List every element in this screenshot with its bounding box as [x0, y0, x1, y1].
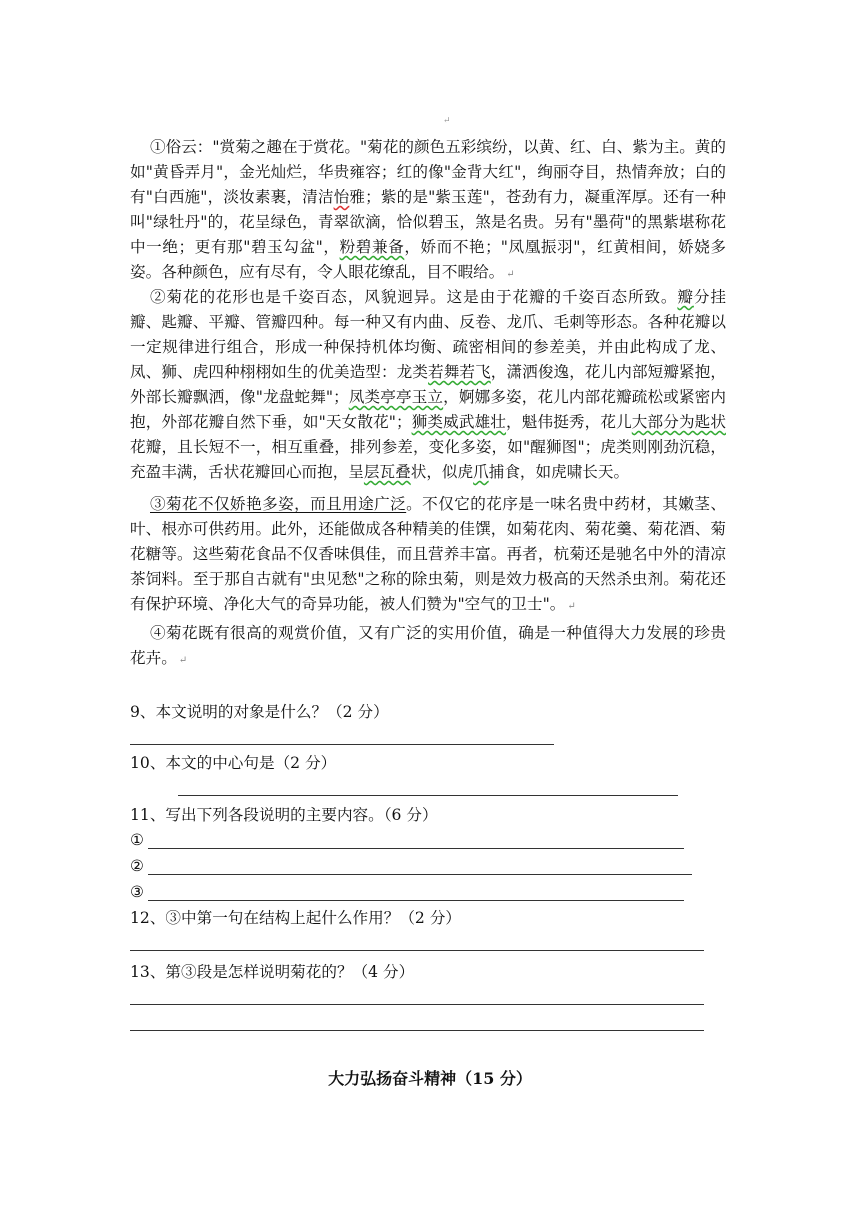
answer-line-9[interactable] — [130, 744, 554, 745]
return-mark: ↵ — [178, 655, 188, 666]
passage-paragraph-3: ③菊花不仅娇艳多姿，而且用途广泛。不仅它的花序是一味名贵中药材，其嫩茎、叶、根亦可供药用。此外，还能做成各种精美的佳馔，如菊花肉、菊花羹、菊花酒、菊花糖等。这些菊花食品不仅香味俱佳，而且营养丰富。再者，杭菊还是驰名中外的清凉茶饲料。至于那自古就有"虫见愁"之称的除虫菊，则是效力极高的天然杀虫剂。菊花还有保护环境、净化大气的奇异功能，被人们赞为"空气的卫士"。 ↵ — [130, 495, 726, 613]
question-13: 13、第③段是怎样说明菊花的？（4 分） — [130, 963, 415, 981]
passage-paragraph-4: ④菊花既有很高的观赏价值，又有广泛的实用价值，确是一种值得大力发展的珍贵花卉。 ↵ — [130, 624, 726, 667]
question-12: 12、③中第一句在结构上起什么作用？（2 分） — [130, 909, 462, 927]
question-9: 9、本文说明的对象是什么？（2 分） — [130, 703, 389, 721]
paragraph-mark: ↵ — [443, 116, 451, 126]
question-11: 11、写出下列各段说明的主要内容。（6 分） — [130, 806, 438, 824]
answer-line-10[interactable] — [178, 795, 678, 796]
question-10: 10、本文的中心句是（2 分） — [130, 754, 337, 772]
q11-item-2-label: ② — [130, 857, 144, 875]
passage-paragraph-1: ①俗云："赏菊之趣在于赏花。"菊花的颜色五彩缤纷，以黄、红、白、紫为主。黄的如"黄昏弄月"，金光灿烂，华贵雍容；红的像"金背大红"，绚丽夺目，热情奔放；白的有"白西施"，淡妆素裹，清洁怡雅；紫的是"紫玉莲"，苍劲有力，凝重浑厚。还有一种叫"绿牡丹"的，花呈绿色，青翠欲滴，恰似碧玉，煞是名贵。另有"墨荷"的黑紫堪称花中一绝；更有那"碧玉勾盆"，粉碧兼备，娇而不艳；"凤凰振羽"，红黄相间，娇娆多姿。各种颜色，应有尽有，令人眼花缭乱，目不暇给。 ↵ — [130, 138, 726, 281]
answer-line-11-1[interactable] — [148, 848, 684, 849]
answer-line-13-2[interactable] — [130, 1030, 704, 1031]
passage-paragraph-2: ②菊花的花形也是千姿百态，风貌迥异。这是由于花瓣的千姿百态所致。瓣分挂瓣、匙瓣、平瓣、管瓣四种。每一种又有内曲、反卷、龙爪、毛刺等形态。各种花瓣以一定规律进行组合，形成一种保持机体均衡、疏密相间的参差美，并由此构成了龙、凤、狮、虎四种栩栩如生的优美造型：龙类若舞若飞，潇洒俊逸，花儿内部短瓣紧抱，外部长瓣飘洒，像"龙盘蛇舞"；凤类亭亭玉立，婀娜多姿，花儿内部花瓣疏松或紧密内抱，外部花瓣自然下垂，如"天女散花"；狮类威武雄壮，魁伟挺秀，花儿大部分为匙状花瓣，且长短不一，相互重叠，排列参差，变化多姿，如"醒狮图"；虎类则刚劲沉稳，充盈丰满，舌状花瓣回心而抱，呈层瓦叠状，似虎爪捕食，如虎啸长天。 — [130, 288, 726, 481]
answer-line-12[interactable] — [130, 950, 704, 951]
q11-item-3-label: ③ — [130, 883, 144, 901]
answer-line-11-3[interactable] — [148, 900, 684, 901]
return-mark: ↵ — [506, 269, 515, 280]
q11-item-1-label: ① — [130, 831, 144, 849]
answer-line-11-2[interactable] — [148, 874, 692, 875]
answer-line-13-1[interactable] — [130, 1004, 704, 1005]
next-section-title: 大力弘扬奋斗精神（15 分） — [328, 1069, 532, 1088]
return-mark: ↵ — [567, 601, 576, 612]
